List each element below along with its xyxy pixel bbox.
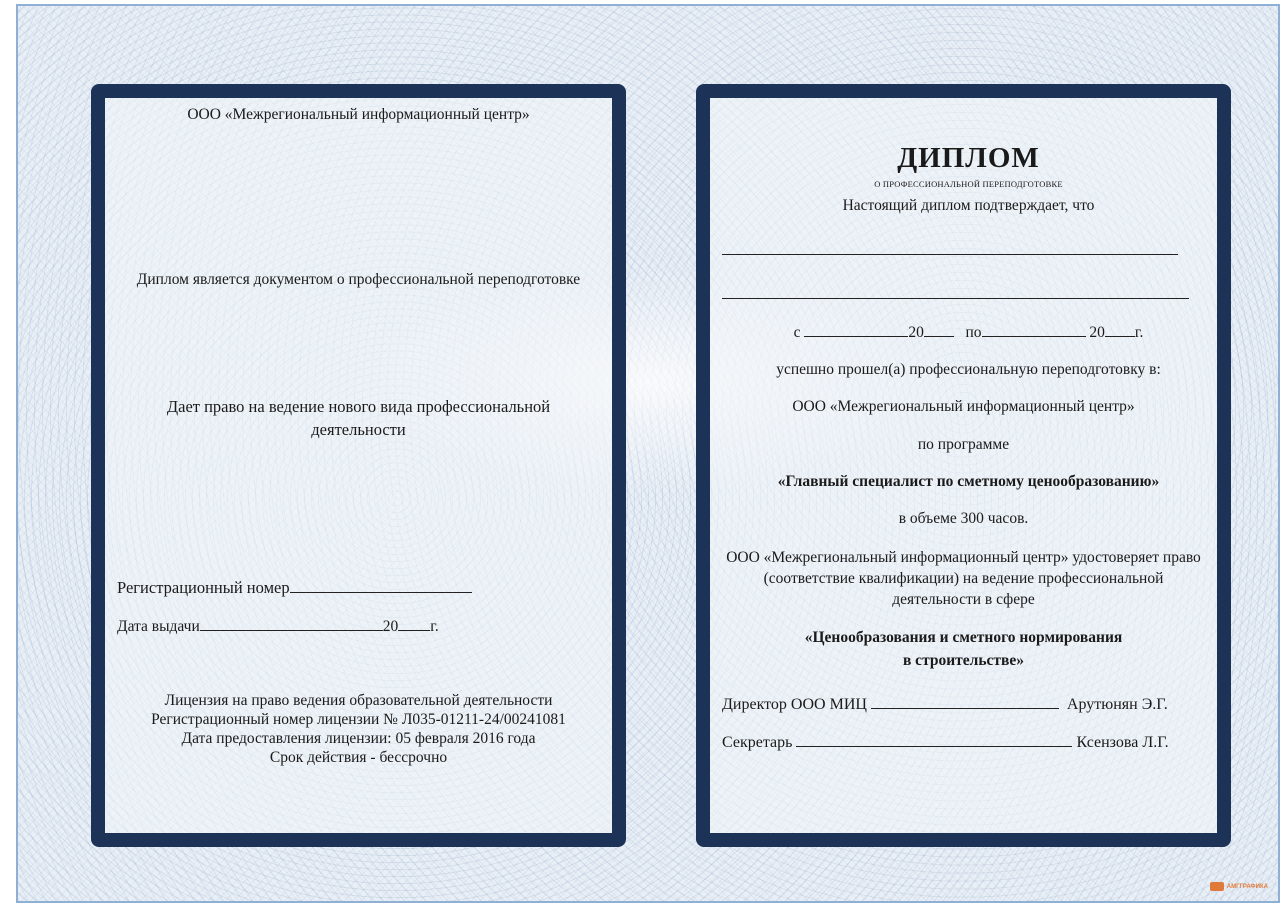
secretary-name: Ксензова Л.Г. (1076, 734, 1169, 751)
director-signature-field[interactable] (871, 694, 1059, 709)
left-page (91, 84, 626, 847)
org-name: ООО «Межрегиональный информационный центр» (792, 398, 1135, 415)
publisher-logo-icon (1210, 882, 1224, 891)
issue-date-row (117, 616, 439, 637)
period-row (720, 322, 1217, 343)
completed-text: успешно прошел(а) профессиональную переподготовку в: (776, 361, 1161, 378)
director-name: Арутюнян Э.Г. (1066, 696, 1168, 713)
rights-statement: Дает право на ведение нового вида профессиональной деятельности (166, 397, 551, 439)
right-page (696, 84, 1231, 847)
recipient-name-line-1[interactable] (722, 254, 1178, 255)
secretary-signature-field[interactable] (796, 732, 1072, 747)
license-line-1: Лицензия на право ведения образовательной деятельности (164, 692, 553, 709)
publisher-logo (1210, 882, 1268, 891)
issue-year-field[interactable] (398, 616, 430, 631)
license-line-2: Регистрационный номер лицензии № Л035-01211-24/00241081 (151, 711, 566, 728)
diploma-spread (16, 4, 1280, 903)
period-year2-prefix: 20 (1089, 324, 1105, 341)
reg-number-label: Регистрационный номер (117, 578, 290, 597)
diploma-title: ДИПЛОМ (897, 142, 1040, 174)
hours-text: в объеме 300 часов. (898, 510, 1029, 527)
by-program-text: по программе (917, 436, 1010, 453)
field-line-1: «Ценообразования и сметного нормирования (804, 629, 1123, 646)
certifies-text: ООО «Межрегиональный информационный центр» удостоверяет право (соответствие квалификации) на ведение профессиональной деятельности в сфере (726, 549, 1201, 608)
director-label: Директор ООО МИЦ (722, 696, 867, 713)
recipient-name-line-2[interactable] (722, 298, 1189, 299)
license-block (105, 691, 612, 767)
doc-type-statement: Диплом является документом о профессиональной переподготовке (136, 271, 581, 288)
confirms-text: Настоящий диплом подтверждает, что (842, 197, 1095, 214)
license-line-3: Дата предоставления лицензии: 05 февраля 2016 года (181, 730, 536, 747)
publisher-logo-text: АМГГРАФИКА (1226, 883, 1268, 890)
reg-number-row (117, 578, 472, 598)
issue-year-prefix: 20 (382, 618, 399, 635)
issue-year-suffix: г. (430, 618, 439, 635)
period-year1-field[interactable] (924, 322, 954, 337)
period-year1-prefix: 20 (908, 324, 924, 341)
reg-number-field[interactable] (290, 578, 472, 593)
period-to-label: по (965, 324, 982, 341)
field-line-2: в строительстве» (902, 652, 1025, 669)
diploma-subtitle: О ПРОФЕССИОНАЛЬНОЙ ПЕРЕПОДГОТОВКЕ (874, 179, 1063, 189)
period-to-field[interactable] (982, 322, 1086, 337)
director-row (722, 694, 1168, 715)
issue-date-label: Дата выдачи (117, 618, 200, 635)
period-from-label: с (793, 324, 801, 341)
secretary-row (722, 732, 1169, 753)
license-line-4: Срок действия - бессрочно (269, 749, 448, 766)
period-year2-field[interactable] (1105, 322, 1135, 337)
period-from-field[interactable] (804, 322, 908, 337)
secretary-label: Секретарь (722, 734, 793, 751)
period-suffix: г. (1134, 324, 1144, 341)
program-name: «Главный специалист по сметному ценообразованию» (777, 473, 1160, 490)
issue-date-field[interactable] (200, 616, 383, 631)
org-header: ООО «Межрегиональный информационный центр» (187, 106, 530, 123)
